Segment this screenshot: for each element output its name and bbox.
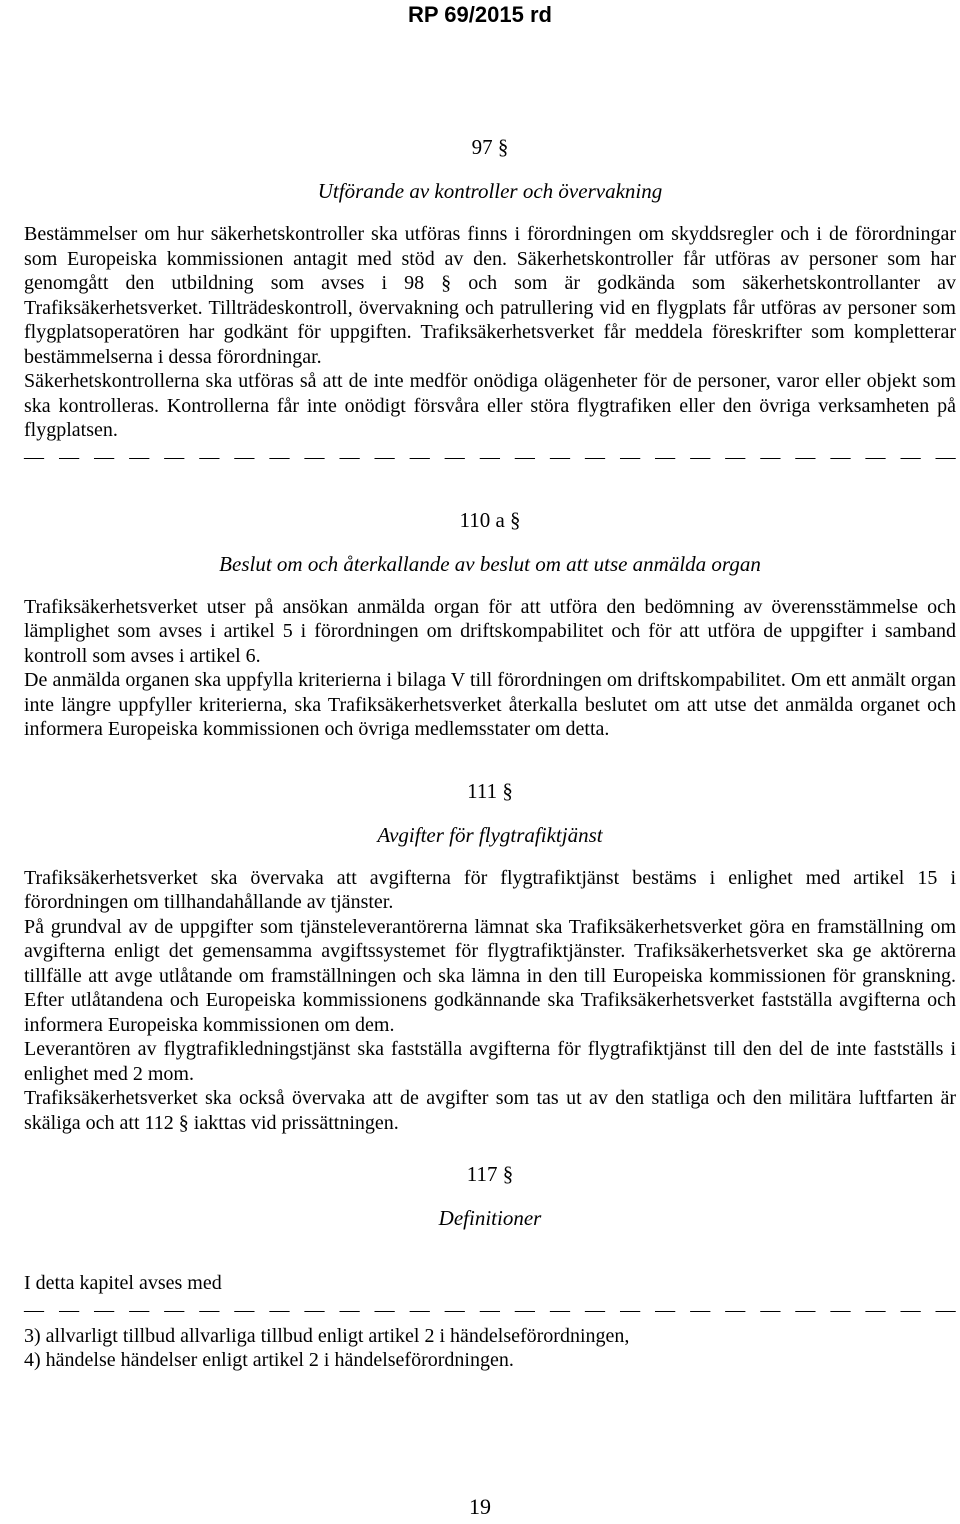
omission-dash: —: [865, 1298, 886, 1321]
section-number-111: 111 §: [467, 778, 513, 803]
document-reference: RP 69/2015 rd: [408, 2, 552, 27]
omission-dash: —: [374, 445, 395, 468]
omission-dash: —: [725, 1298, 746, 1321]
document-content: [24, 132, 956, 1373]
omission-dash: —: [760, 445, 781, 468]
page-body: [0, 132, 960, 1373]
omission-dash: —: [374, 1298, 395, 1321]
omission-dash: —: [164, 445, 185, 468]
omission-dash: —: [59, 1298, 80, 1321]
section-111-paragraph-2: På grundval av de uppgifter som tjänsteleverantörerna lämnat ska Trafiksäkerhetsverket göra en framställning om avgifterna enligt det gemensamma avgiftssystemet för flygtrafiktjänster. Trafiksäkerhetsverket ska ge aktörerna tillfälle att avge utlåtande om framställningen och ska lämna in den till Europeiska kommissionen för granskning. Efter utlåtandena och Europeiska kommissionens godkännande ska Trafiksäkerhetsverket fastställa avgifterna och informera Europeiska kommissionen om dem.: [24, 915, 956, 1036]
omission-dash: —: [514, 1298, 535, 1321]
omission-dash: —: [760, 1298, 781, 1321]
omission-dash: —: [620, 1298, 641, 1321]
omission-dash: —: [935, 445, 956, 468]
omission-dash: —: [304, 1298, 325, 1321]
section-title-117: Definitioner: [438, 1206, 542, 1230]
section-110a-paragraph-2: De anmälda organen ska uppfylla kriterierna i bilaga V till förordningen om driftskompabilitet. Om ett anmält organ inte längre uppfyller kriterierna, ska Trafiksäkerhetsverket återkalla beslutet om att utse det anmälda organet och informera Europeiska kommissionen och övriga medlemsstater om detta.: [24, 669, 956, 740]
omission-line: [24, 445, 956, 469]
omission-line: [24, 1298, 956, 1322]
omission-dash: —: [479, 1298, 500, 1321]
omission-dash: —: [900, 445, 921, 468]
omission-dash: —: [549, 445, 570, 468]
section-110a-paragraph-1: Trafiksäkerhetsverket utser på ansökan anmälda organ för att utföra den bedömning av överensstämmelse och lämplighet som avses i artikel 5 i förordningen om driftskompabilitet och för att utföra de uppgifter i samband kontroll som avses i artikel 6.: [24, 595, 956, 667]
omission-dash: —: [234, 445, 255, 468]
omission-dash: —: [690, 445, 711, 468]
section-97-paragraph-2: Säkerhetskontrollerna ska utföras så att de inte medför onödiga olägenheter för de personer, varor eller objekt som ska kontrolleras. Kontrollerna får inte onödigt försvåra eller störa flygtrafiken eller den övriga verksamheten på flygplatsen.: [24, 370, 956, 441]
omission-dash: —: [409, 1298, 430, 1321]
omission-dash: —: [830, 445, 851, 468]
omission-dash: —: [129, 1298, 150, 1321]
section-111-paragraph-3: Leverantören av flygtrafikledningstjänst ska fastställa avgifterna för flygtrafiktjänst till den del de inte fastställs i enlighet med 2 mom.: [24, 1038, 956, 1085]
omission-dash: —: [479, 445, 500, 468]
section-number-117: 117 §: [466, 1162, 514, 1186]
omission-dash: —: [339, 1298, 360, 1321]
omission-dash: —: [585, 445, 605, 468]
omission-dash: —: [830, 1298, 851, 1321]
omission-dash: —: [24, 445, 44, 468]
omission-dash: —: [304, 445, 325, 468]
omission-dash: —: [865, 445, 886, 468]
omission-dash: —: [199, 445, 220, 468]
page-number: 19: [469, 1494, 491, 1519]
omission-dash: —: [129, 445, 150, 468]
section-117-intro: I detta kapitel avses med: [24, 1272, 222, 1294]
omission-dash: —: [59, 445, 80, 468]
omission-dash: —: [900, 1298, 921, 1321]
omission-dash: —: [444, 1298, 465, 1321]
omission-dash: —: [620, 445, 641, 468]
omission-dash: —: [655, 445, 676, 468]
omission-dash: —: [795, 445, 816, 468]
omission-dash: —: [514, 445, 535, 468]
omission-dash: —: [549, 1298, 570, 1321]
omission-dash: —: [269, 445, 290, 468]
omission-dash: —: [94, 445, 115, 468]
omission-dash: —: [339, 445, 360, 468]
section-title-97: Utförande av kontroller och övervakning: [317, 179, 663, 203]
omission-dash: —: [199, 1298, 220, 1321]
omission-dash: —: [935, 1298, 956, 1321]
omission-dash: —: [795, 1298, 816, 1321]
omission-dash: —: [725, 445, 746, 468]
omission-dash: —: [585, 1298, 605, 1321]
omission-dash: —: [164, 1298, 185, 1321]
section-title-110a: Beslut om och återkallande av beslut om att utse anmälda organ: [219, 551, 761, 576]
section-111-paragraph-1: Trafiksäkerhetsverket ska övervaka att avgifterna för flygtrafiktjänst bestäms i enlighet med artikel 15 i förordningen om tillhandahållande av tjänster.: [24, 866, 956, 913]
section-title-111: Avgifter för flygtrafiktjänst: [377, 822, 603, 847]
omission-dash: —: [655, 1298, 676, 1321]
omission-dash: —: [409, 445, 430, 468]
section-97-paragraph-1: Bestämmelser om hur säkerhetskontroller ska utföras finns i förordningen om skyddsregler och i de förordningar som Europeiska kommissionen antagit med stöd av den. Säkerhetskontroller får utföras av personer som har genomgått den utbildning som avses i 98 § och som är godkända som säkerhetskontrollanter av Trafiksäkerhetsverket. Tillträdeskontroll, övervakning och patrullering vid en flygplats får utföras av personer som flygplatsoperatören har godkänt för uppgiften. Trafiksäkerhetsverket får meddela föreskrifter som kompletterar bestämmelserna i dessa förordningar.: [24, 223, 956, 368]
omission-dash: —: [234, 1298, 255, 1321]
definition-item-3: 3) allvarligt tillbud allvarliga tillbud enligt artikel 2 i händelseförordningen,: [24, 1324, 630, 1347]
omission-dash: —: [94, 1298, 115, 1321]
definition-item-4: 4) händelse händelser enligt artikel 2 i händelseförordningen.: [24, 1349, 514, 1371]
omission-dash: —: [269, 1298, 290, 1321]
section-111-paragraph-4: Trafiksäkerhetsverket ska också övervaka att de avgifter som tas ut av den statliga och den militära luftfarten är skäliga och att 112 § iakttas vid prissättningen.: [24, 1087, 956, 1134]
section-number-110a: 110 a §: [459, 507, 521, 532]
omission-dash: —: [444, 445, 465, 468]
section-number-97: 97 §: [471, 135, 509, 159]
omission-dash: —: [24, 1298, 44, 1321]
omission-dash: —: [690, 1298, 711, 1321]
